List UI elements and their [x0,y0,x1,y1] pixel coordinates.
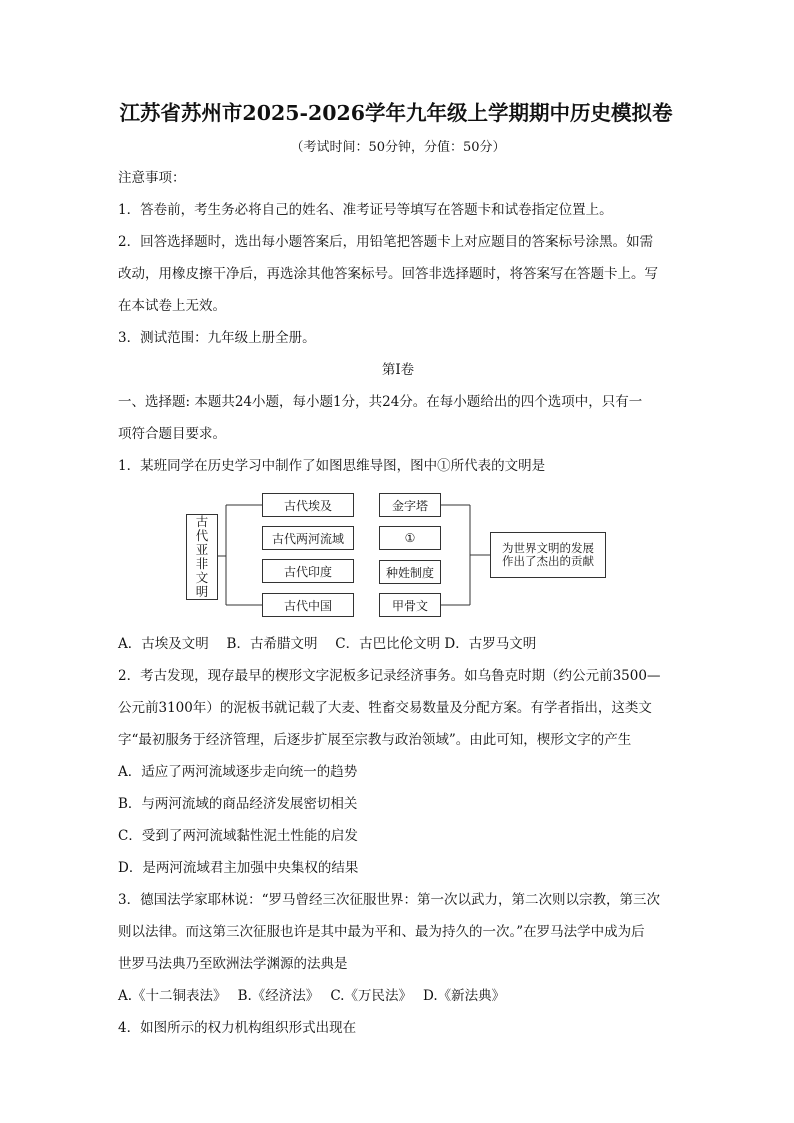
question-2-stem-line-1: 2．考古发现，现存最早的楔形文字泥板多记录经济事务。如乌鲁克时期（约公元前3500— [118,668,661,684]
root-char: 非 [195,556,209,571]
box-ancient-egypt: 古代埃及 [262,493,354,517]
section-intro-line-2: 项符合题目要求。 [118,426,226,442]
notes-item-2-line-3: 在本试卷上无效。 [118,298,226,314]
question-1-options: A．古埃及文明 B．古希腊文明 C．古巴比伦文明 D．古罗马文明 [118,636,537,652]
root-char: 亚 [195,542,209,557]
notes-item-1: 1．答卷前，考生务必将自己的姓名、准考证号等填写在答题卡和试卷指定位置上。 [118,202,613,218]
question-3-stem-line-3: 世罗马法典乃至欧洲法学渊源的法典是 [118,956,348,972]
root-box-ancient-asia-africa [186,514,218,600]
box-blank-1: ① [379,526,441,550]
notes-item-2-line-2: 改动，用橡皮擦干净后，再选涂其他答案标号。回答非选择题时，将答案写在答题卡上。写 [118,266,658,282]
question-1-stem: 1．某班同学在历史学习中制作了如图思维导图，图中①所代表的文明是 [118,458,546,474]
question-3-options: A.《十二铜表法》 B.《经济法》 C.《万民法》 D.《新法典》 [118,988,506,1004]
exam-page [118,100,678,1044]
box-contribution [490,532,606,578]
notes-item-2-line-1: 2．回答选择题时，选出每小题答案后，用铅笔把答题卡上对应题目的答案标号涂黑。如需 [118,234,654,250]
question-2-stem-line-2: 公元前3100年）的泥板书就记载了大麦、牲畜交易数量及分配方案。有学者指出，这类文 [118,700,652,716]
box-oracle-bone: 甲骨文 [379,593,441,617]
question-2-option-a: A．适应了两河流域逐步走向统一的趋势 [118,764,358,780]
root-char: 文 [195,570,209,585]
exam-subtitle: （考试时间：50分钟，分值：50分） [290,140,506,155]
question-4-stem: 4．如图所示的权力机构组织形式出现在 [118,1020,357,1036]
exam-title: 江苏省苏州市2025-2026学年九年级上学期期中历史模拟卷 [119,101,673,125]
section-intro-line-1: 一、选择题: 本题共24小题，每小题1分，共24分。在每小题给出的四个选项中，只有一 [118,394,643,410]
notes-item-3: 3．测试范围：九年级上册全册。 [118,330,316,346]
box-ancient-china: 古代中国 [262,593,354,617]
root-char: 代 [195,528,209,543]
box-caste-system: 种姓制度 [379,560,441,584]
question-3-stem-line-2: 则以法律。而这第三次征服也许是其中最为平和、最为持久的一次。”在罗马法学中成为后 [118,924,645,940]
mind-map-diagram [118,488,678,624]
notes-heading: 注意事项： [118,170,186,186]
question-2-stem-line-3: 字“最初服务于经济管理，后逐步扩展至宗教与政治领域”。由此可知，楔形文字的产生 [118,732,632,748]
question-2-option-c: C．受到了两河流域黏性泥土性能的启发 [118,828,358,844]
box-pyramid: 金字塔 [379,493,441,517]
question-2-option-b: B．与两河流域的商品经济发展密切相关 [118,796,358,812]
question-2-option-d: D．是两河流域君主加强中央集权的结果 [118,860,359,876]
root-char: 古 [195,514,209,529]
contribution-line-2: 作出了杰出的贡献 [502,554,594,568]
section-label: 第Ⅰ卷 [381,362,415,378]
question-3-stem-line-1: 3．德国法学家耶林说：“罗马曾经三次征服世界：第一次以武力，第二次则以宗教，第三次 [118,892,660,908]
root-char: 明 [195,584,209,599]
box-ancient-mesopotamia: 古代两河流域 [262,526,354,550]
box-ancient-india: 古代印度 [262,559,354,583]
contribution-line-1: 为世界文明的发展 [502,541,594,555]
